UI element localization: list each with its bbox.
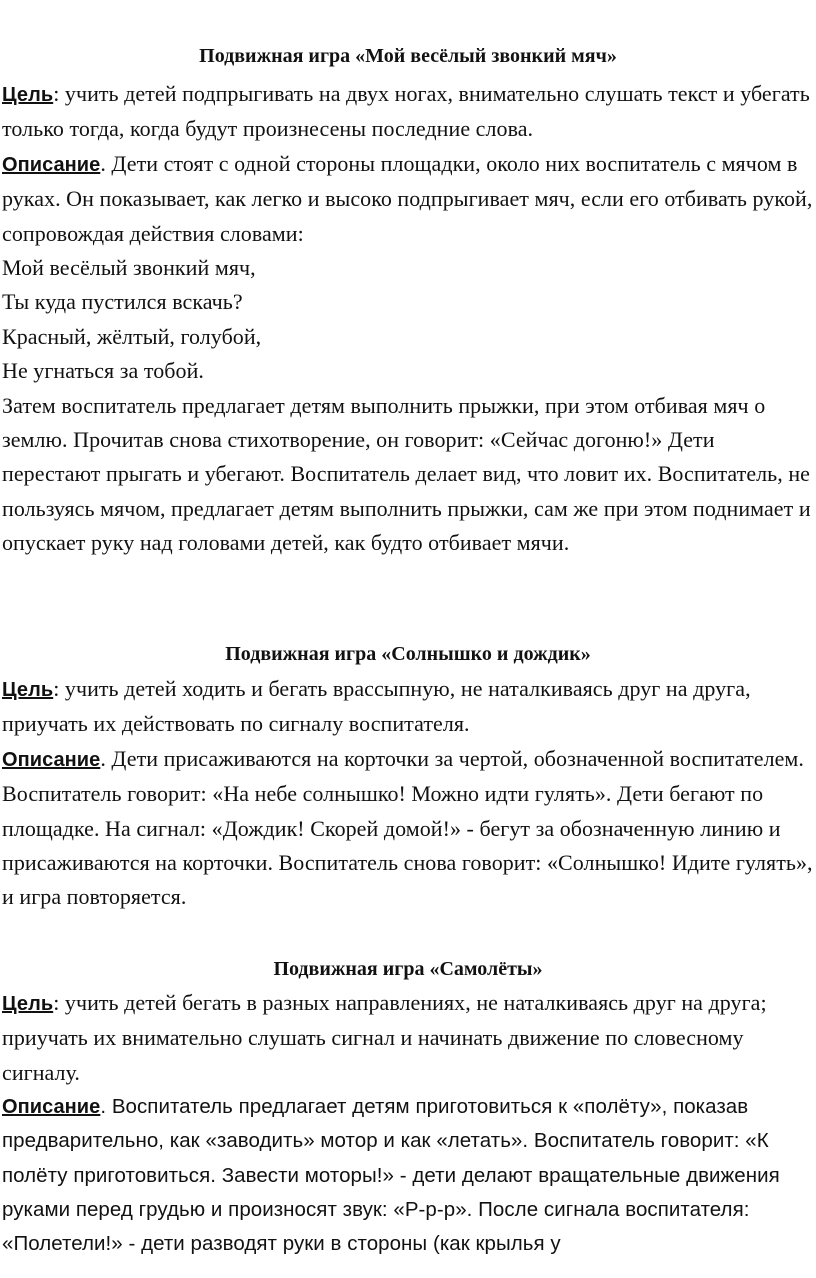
poem-line: Красный, жёлтый, голубой, (2, 323, 262, 349)
description-text: . Воспитатель предлагает детям приготовиться к «полёту», показав предварительно, как «заводить» мотор и как «летать». Воспитатель говорит: «К полёту приготовиться. Завести моторы!» - дети делают вращательные движения руками перед грудью и произносят звук: «Р-р-р». После сигнала воспитателя: «Полетели!» - дети разводят руки в стороны (как крылья у (2, 1095, 780, 1256)
goal-label: Цель (2, 84, 54, 106)
description-paragraph (2, 147, 814, 251)
goal-text: : учить детей подпрыгивать на двух ногах, внимательно слушать текст и убегать только тогда, когда будут произнесены последние слова. (2, 81, 810, 142)
poem-line: Не угнаться за тобой. (2, 358, 204, 384)
game-title: Подвижная игра «Самолёты» (273, 958, 543, 980)
description-label: Описание (2, 748, 101, 771)
goal-paragraph (2, 672, 814, 742)
game-title: Подвижная игра «Солнышко и дождик» (225, 643, 591, 665)
goal-text: : учить детей ходить и бегать врассыпную, не наталкиваясь друг на друга, приучать их действовать по сигналу воспитателя. (2, 676, 751, 737)
game-section (2, 77, 814, 561)
goal-paragraph (2, 77, 814, 147)
goal-label: Цель (2, 993, 54, 1015)
after-poem-paragraph: Затем воспитатель предлагает детям выполнить прыжки, при этом отбивая мяч о землю. Прочитав снова стихотворение, он говорит: «Сейчас догоню!» Дети перестают прыгать и убегают. Воспитатель делает вид, что ловит их. Воспитатель, не пользуясь мячом, предлагает детям выполнить прыжки, сам же при этом поднимает и опускает руку над головами детей, как будто отбивает мячи. (2, 392, 811, 556)
goal-paragraph (2, 986, 814, 1090)
poem-line: Ты куда пустился вскачь? (2, 289, 243, 315)
description-text: . Дети стоят с одной стороны площадки, около них воспитатель с мячом в руках. Он показывает, как легко и высоко подпрыгивает мяч, если его отбивать рукой, сопровождая действия словами: (2, 150, 813, 246)
description-paragraph (2, 1090, 814, 1261)
game-title: Подвижная игра «Мой весёлый звонкий мяч» (199, 45, 617, 67)
goal-label: Цель (2, 679, 54, 701)
game-section (2, 986, 814, 1261)
description-text: . Дети присаживаются на корточки за чертой, обозначенной воспитателем. Воспитатель говорит: «На небе солнышко! Можно идти гулять». Дети бегают по площадке. На сигнал: «Дождик! Скорей домой!» - бегут за обозначенную линию и присаживаются на корточки. Воспитатель снова говорит: «Солнышко! Идите гулять», и игра повторяется. (2, 745, 813, 910)
description-label: Описание (2, 1096, 101, 1119)
description-paragraph (2, 742, 814, 915)
poem-line: Мой весёлый звонкий мяч, (2, 255, 256, 281)
game-section (2, 672, 814, 915)
goal-text: : учить детей бегать в разных направлениях, не наталкиваясь друг на друга; приучать их внимательно слушать сигнал и начинать движение по словесному сигналу. (2, 990, 767, 1085)
description-label: Описание (2, 153, 101, 176)
